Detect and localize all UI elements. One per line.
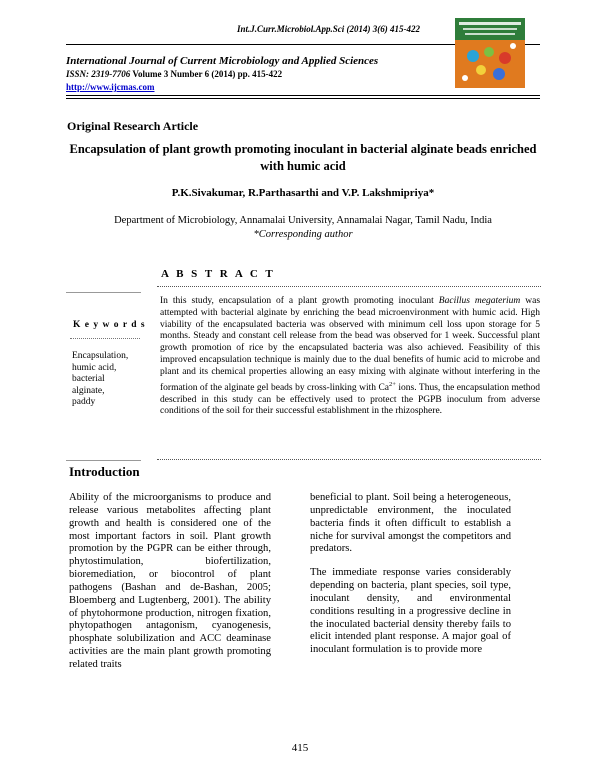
body-column-left	[69, 492, 271, 683]
abstract-text-part1: In this study, encapsulation of a plant growth promoting inoculant	[160, 296, 439, 306]
issn-label: ISSN: 2319-7706	[66, 69, 131, 79]
header-rule-thin	[66, 98, 540, 99]
keywords-rule	[70, 338, 140, 339]
paragraph: beneficial to plant. Soil being a heterogeneous, unpredictable environment, the inoculated bacteria finds it often difficult to establish a niche for survival amongst the competitors and predators.	[310, 492, 511, 555]
article-title: Encapsulation of plant growth promoting inoculant in bacterial alginate beads enriched with humic acid	[69, 142, 537, 173]
keyword-item: bacterial	[72, 374, 105, 384]
section-heading-introduction: Introduction	[69, 464, 140, 479]
keyword-item: paddy	[72, 397, 96, 407]
abstract-heading: A B S T R A C T	[161, 268, 276, 280]
affiliation	[66, 214, 540, 242]
keywords-list	[72, 351, 144, 409]
body-column-right	[310, 492, 511, 668]
journal-title: International Journal of Current Microbiology and Applied Sciences	[66, 55, 379, 67]
abstract-rule-top	[157, 286, 541, 287]
organism-name: Bacillus megaterium	[438, 296, 521, 306]
paragraph: The immediate response varies considerably depending on bacteria, plant species, soil type, inoculant density, and environmental conditions resulting in a progressive decline in the inoculated bacterial density thereby fails to elicit intended plant response. A major goal of inoculant formulation is to provide more	[310, 567, 511, 656]
affiliation-text: Department of Microbiology, Annamalai University, Annamalai Nagar, Tamil Nadu, India	[114, 215, 492, 226]
abstract-body	[160, 296, 540, 418]
keyword-item: Encapsulation,	[72, 351, 129, 361]
volume-info: Volume 3 Number 6 (2014) pp. 415-422	[130, 69, 283, 79]
running-head: Int.J.Curr.Microbiol.App.Sci (2014) 3(6) 415-422	[236, 24, 420, 34]
calcium-charge-superscript: 2+	[389, 380, 396, 388]
abstract-rule-bottom	[157, 459, 541, 460]
issn-line	[66, 69, 282, 79]
author-list: P.K.Sivakumar, R.Parthasarthi and V.P. Lakshmipriya*	[171, 187, 435, 199]
header-rule-thick	[66, 95, 540, 96]
page-number: 415	[291, 742, 309, 754]
article-type: Original Research Article	[67, 119, 199, 133]
journal-url-link[interactable]: http://www.ijcmas.com	[66, 82, 155, 92]
keyword-item: alginate,	[72, 385, 105, 396]
journal-cover-thumbnail	[455, 18, 525, 88]
keyword-item: humic acid,	[72, 362, 117, 373]
abstract-text-part2: was attempted with bacterial alginate by enriching the bead microenvironment with humic acid. High viability of the encapsulated bacteria was observed with minimum cell loss upon storage for 5 months. Steady and constant cell release from the bead was observed for 1 week. Successful plant growth promotion of rice by the encapsulated bacteria was also achieved. Feasibility of this improved encapsulation technique is mainly due to the dual benefits of humic acid to microbe and plant and its chemical properties allowing an easy mixing with alginate without interfering in the formation of the alginate gel beads by cross-linking with Ca	[160, 296, 541, 393]
paragraph: Ability of the microorganisms to produce and release various metabolites affecting plant growth and health is considered one of the most important factors in soil. Plant growth promotion by the PGPR can be either through, phytostimulation, biofertilization, bioremediation, or biocontrol of plant pathogens (Bashan and de-Bashan, 2005; Bloemberg and Lugtenberg, 2001). The ability of phytohormone production, nitrogen fixation, phytopathogen antagonism, cyanogenesis, phosphate solubilization and ACC deaminase activities are the main plant growth promoting related traits	[69, 492, 271, 670]
abstract-text-part3: ions. Thus, the encapsulation method described in this study can be effectively used to protect the PGPB inoculum from adverse conditions of the soil for their successful establishment in the rhizosphere.	[160, 382, 541, 417]
corresponding-author-note: *Corresponding author	[253, 229, 353, 240]
keywords-heading: K e y w o r d s	[73, 320, 146, 330]
